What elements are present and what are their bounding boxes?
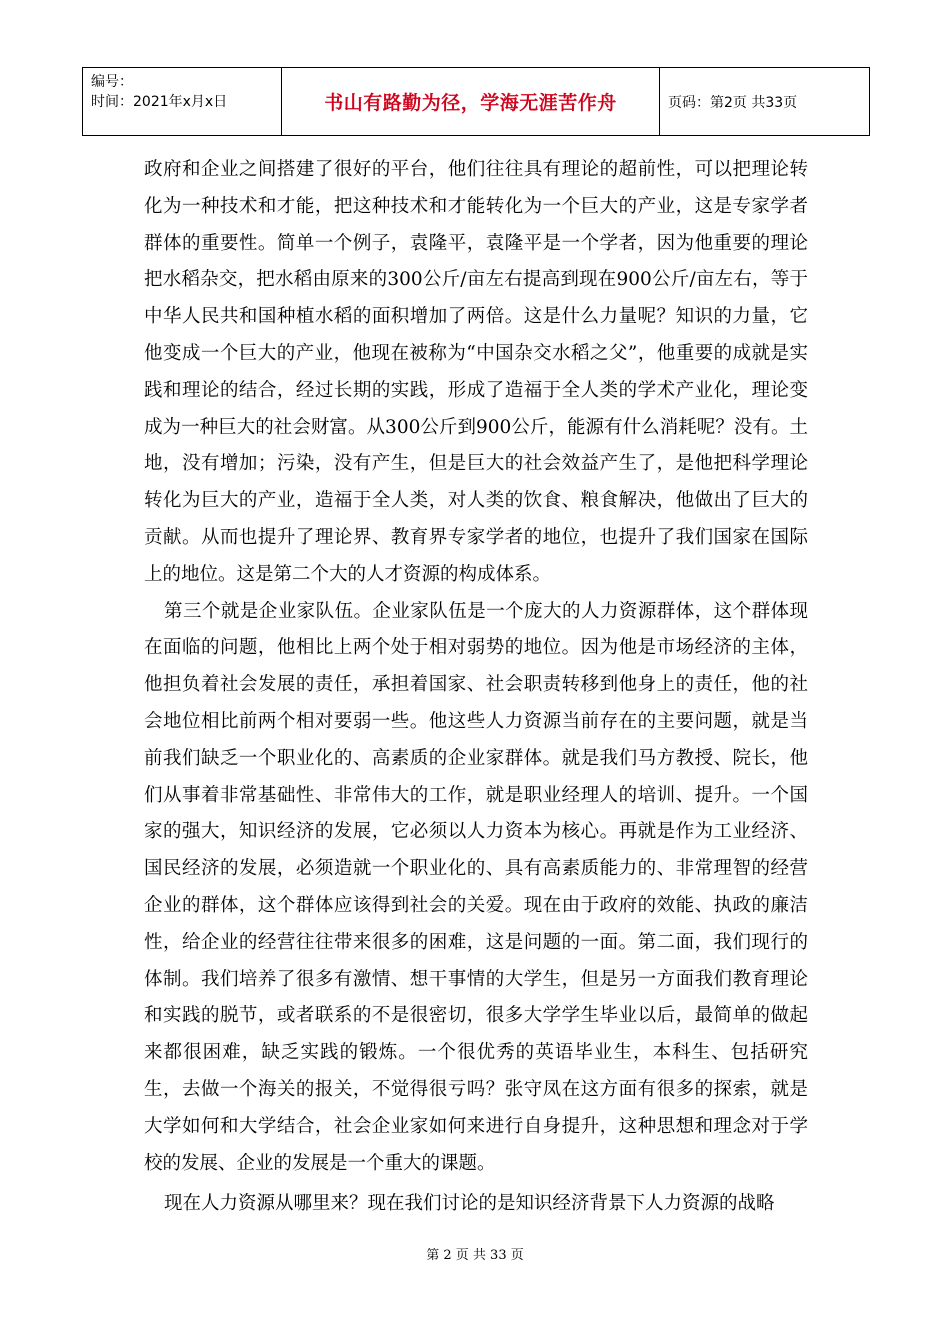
document-code-label: 编号： (91, 74, 133, 90)
page-header (82, 67, 870, 136)
paragraph-3: 现在人力资源从哪里来？现在我们讨论的是知识经济背景下人力资源的战略 (164, 1193, 775, 1215)
page-footer: 第 2 页 共 33 页 (426, 1248, 524, 1263)
document-time-label: 时间：2021年x月x日 (91, 94, 228, 110)
header-meta (83, 68, 282, 135)
paragraph-1: 政府和企业之间搭建了很好的平台，他们往往具有理论的超前性，可以把理论转化为一种技术和才能，把这种技术和才能转化为一个巨大的产业，这是专家学者群体的重要性。简单一个例子，袁隆平，袁隆平是一个学者，因为他重要的理论把水稻杂交，把水稻由原来的300公斤/亩左右提高到现在900公斤/亩左右，等于中华人民共和国种植水稻的面积增加了两倍。这是什么力量呢？知识的力量，它他变成一个巨大的产业，他现在被称为“中国杂交水稻之父”，他重要的成就是实践和理论的结合，经过长期的实践，形成了造福于全人类的学术产业化，理论变成为一种巨大的社会财富。从300公斤到900公斤，能源有什么消耗呢？没有。土地，没有增加；污染，没有产生，但是巨大的社会效益产生了，是他把科学理论转化为巨大的产业，造福于全人类，对人类的饮食、粮食解决，他做出了巨大的贡献。从而也提升了理论界、教育界专家学者的地位，也提升了我们国家在国际上的地位。这是第二个大的人才资源的构成体系。 (144, 159, 808, 585)
header-page-number: 页码：第2页 共33页 (668, 94, 798, 111)
document-body (144, 152, 808, 1223)
header-motto-cell (282, 68, 660, 135)
header-page-cell (660, 68, 869, 135)
paragraph-2: 第三个就是企业家队伍。企业家队伍是一个庞大的人力资源群体，这个群体现在面临的问题，他相比上两个处于相对弱势的地位。因为他是市场经济的主体，他担负着社会发展的责任，承担着国家、社会职责转移到他身上的责任，他的社会地位相比前两个相对要弱一些。他这些人力资源当前存在的主要问题，就是当前我们缺乏一个职业化的、高素质的企业家群体。就是我们马方教授、院长，他们从事着非常基础性、非常伟大的工作，就是职业经理人的培训、提升。一个国家的强大，知识经济的发展，它必须以人力资本为核心。再就是作为工业经济、国民经济的发展，必须造就一个职业化的、具有高素质能力的、非常理智的经营企业的群体，这个群体应该得到社会的关爱。现在由于政府的效能、执政的廉洁性，给企业的经营往往带来很多的困难，这是问题的一面。第二面，我们现行的体制。我们培养了很多有激情、想干事情的大学生，但是另一方面我们教育理论和实践的脱节，或者联系的不是很密切，很多大学学生毕业以后，最简单的做起来都很困难，缺乏实践的锻炼。一个很优秀的英语毕业生，本科生、包括研究生，去做一个海关的报关，不觉得很亏吗？张守凤在这方面有很多的探索，就是大学如何和大学结合，社会企业家如何来进行自身提升，这种思想和理念对于学校的发展、企业的发展是一个重大的课题。 (144, 600, 808, 1174)
header-motto: 书山有路勤为径，学海无涯苦作舟 (324, 92, 617, 114)
